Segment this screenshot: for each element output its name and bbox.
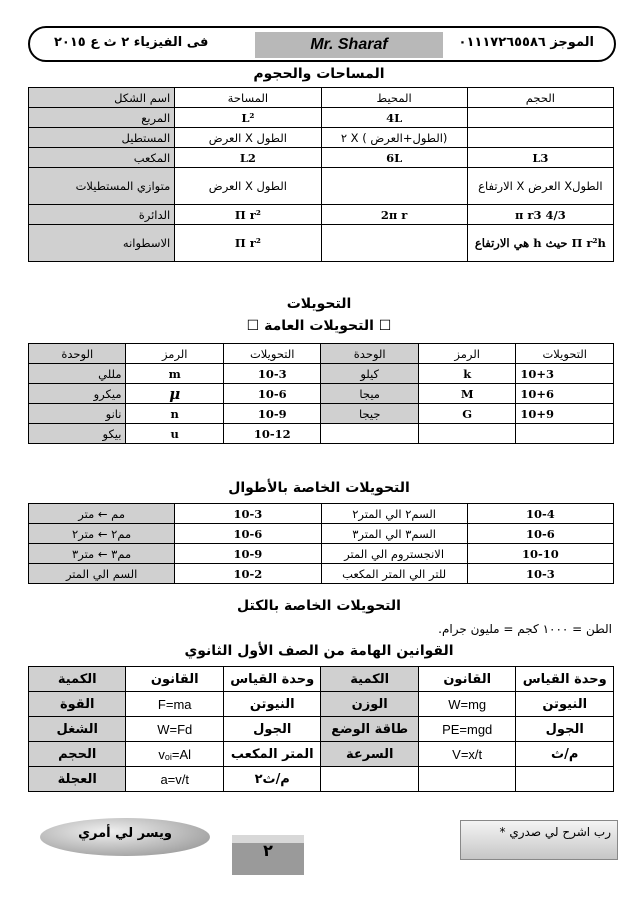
table-cell: 4L	[321, 108, 467, 128]
table-cell: السم الي المتر	[29, 564, 175, 584]
table-header: الوحدة	[321, 344, 418, 364]
table-cell	[321, 767, 418, 792]
table-cell: للتر الي المتر المكعب	[321, 564, 467, 584]
table-cell: الوزن	[321, 692, 418, 717]
table-row	[29, 205, 614, 225]
table-row	[29, 88, 614, 108]
laws-table	[28, 666, 614, 792]
table-row	[29, 524, 614, 544]
header-brand: Mr. Sharaf	[255, 32, 443, 58]
prayer-text: رب اشرح لي صدري *	[499, 825, 611, 839]
table-cell: العجلة	[29, 767, 126, 792]
table-cell: W=Fd	[126, 717, 223, 742]
table-header: المساحة	[175, 88, 321, 108]
page-header	[28, 26, 616, 62]
table-header: التحويلات	[223, 344, 320, 364]
table-header: الرمز	[418, 344, 515, 364]
table-cell: السم٢ الي المتر٢	[321, 504, 467, 524]
table-header: وحدة القياس	[516, 667, 614, 692]
table-row	[29, 148, 614, 168]
table-header: الرمز	[126, 344, 223, 364]
table-cell: المتر المكعب	[223, 742, 320, 767]
table-cell: نانو	[29, 404, 126, 424]
table-cell: 2π r	[321, 205, 467, 225]
table-cell: ميجا	[321, 384, 418, 404]
table-cell: Π r²	[175, 225, 321, 262]
table-row	[29, 384, 614, 404]
table-row	[29, 404, 614, 424]
areas-table	[28, 87, 614, 262]
table-cell	[418, 424, 515, 444]
table-cell: 10-6	[467, 524, 613, 544]
table-cell: W=mg	[418, 692, 515, 717]
table-cell: الجول	[516, 717, 614, 742]
table-row	[29, 168, 614, 205]
table-cell: 10+6	[516, 384, 614, 404]
table-cell: 10-3	[467, 564, 613, 584]
table-row	[29, 364, 614, 384]
table-cell: مم٢ ← متر٢	[29, 524, 175, 544]
table-cell: مم ← متر	[29, 504, 175, 524]
table-cell: المستطيل	[29, 128, 175, 148]
table-cell: السرعة	[321, 742, 418, 767]
checkbox-icon: ☐	[373, 318, 392, 334]
table-cell: ميكرو	[29, 384, 126, 404]
table-cell: 10-9	[223, 404, 320, 424]
table-cell: PE=mgd	[418, 717, 515, 742]
table-cell	[516, 424, 614, 444]
table-cell: مم٣ ← متر٣	[29, 544, 175, 564]
length-table	[28, 503, 614, 584]
table-cell: u	[126, 424, 223, 444]
table-row	[29, 344, 614, 364]
table-cell: الدائرة	[29, 205, 175, 225]
table-cell: 10-3	[223, 364, 320, 384]
table-cell: M	[418, 384, 515, 404]
table-header: الكمية	[29, 667, 126, 692]
table-cell: الانجستروم الي المتر	[321, 544, 467, 564]
table-header: الوحدة	[29, 344, 126, 364]
table-cell: 10-2	[175, 564, 321, 584]
table-cell: كيلو	[321, 364, 418, 384]
table-row	[29, 544, 614, 564]
table-cell: μ	[126, 384, 223, 404]
table-cell: (الطول+العرض ) X ٢	[321, 128, 467, 148]
table-header: التحويلات	[516, 344, 614, 364]
table-cell: 10+9	[516, 404, 614, 424]
table-cell	[467, 108, 613, 128]
table-cell: n	[126, 404, 223, 424]
table-row	[29, 225, 614, 262]
page-number-box	[232, 835, 304, 875]
table-row	[29, 692, 614, 717]
units-table	[28, 343, 614, 444]
table-cell: متوازي المستطيلات	[29, 168, 175, 205]
table-cell: a=v/t	[126, 767, 223, 792]
table-cell: 10-12	[223, 424, 320, 444]
table-cell: م/ث٢	[223, 767, 320, 792]
table-cell: الحجم	[29, 742, 126, 767]
table-cell: 4/3 π r3	[467, 205, 613, 225]
general-conversions-title: ☐ التحويلات العامة ☐	[246, 318, 392, 334]
mass-note: الطن = ١٠٠٠ كجم = مليون جرام.	[438, 622, 612, 636]
table-cell: V=x/t	[418, 742, 515, 767]
table-cell: الطول X العرض	[175, 128, 321, 148]
table-cell: k	[418, 364, 515, 384]
table-cell: F=ma	[126, 692, 223, 717]
areas-title: المساحات والحجوم	[253, 66, 385, 82]
header-subject: فى الفيزياء ٢ ث ع ٢٠١٥	[54, 35, 209, 50]
table-row	[29, 767, 614, 792]
table-cell: vₒᵢ=Al	[126, 742, 223, 767]
table-cell: الطول X العرض	[175, 168, 321, 205]
table-header: المحيط	[321, 88, 467, 108]
table-cell: المكعب	[29, 148, 175, 168]
table-cell: 10-10	[467, 544, 613, 564]
table-cell: الشغل	[29, 717, 126, 742]
table-cell: G	[418, 404, 515, 424]
table-cell	[321, 225, 467, 262]
table-cell: الطولX العرض X الارتفاع	[467, 168, 613, 205]
table-row	[29, 108, 614, 128]
table-cell: مللي	[29, 364, 126, 384]
table-cell: 6L	[321, 148, 467, 168]
prayer-oval	[40, 818, 210, 856]
prayer-box	[460, 820, 618, 860]
table-header: القانون	[126, 667, 223, 692]
table-cell: النيوتن	[223, 692, 320, 717]
table-cell: 10-6	[223, 384, 320, 404]
table-cell	[467, 128, 613, 148]
table-cell: السم٣ الي المتر٣	[321, 524, 467, 544]
table-header: القانون	[418, 667, 515, 692]
oval-text: ويسر لي أمري	[78, 826, 172, 841]
table-cell: L2	[175, 148, 321, 168]
table-cell: m	[126, 364, 223, 384]
table-cell: 10-9	[175, 544, 321, 564]
table-cell	[321, 424, 418, 444]
table-cell: القوة	[29, 692, 126, 717]
table-cell: 10+3	[516, 364, 614, 384]
table-header: الكمية	[321, 667, 418, 692]
table-header: الحجم	[467, 88, 613, 108]
table-cell: المربع	[29, 108, 175, 128]
laws-title: القوانين الهامة من الصف الأول الثانوي	[184, 643, 454, 659]
table-cell: 10-6	[175, 524, 321, 544]
table-header: وحدة القياس	[223, 667, 320, 692]
table-cell: Π r²	[175, 205, 321, 225]
header-phone: الموجز ٠١١١٧٢٦٥٥٨٦	[458, 35, 594, 50]
table-cell: الجول	[223, 717, 320, 742]
table-row	[29, 128, 614, 148]
table-cell: L3	[467, 148, 613, 168]
page-number: ٢	[263, 841, 273, 860]
table-row	[29, 424, 614, 444]
table-cell: م/ث	[516, 742, 614, 767]
length-conversions-title: التحويلات الخاصة بالأطوال	[228, 480, 410, 496]
table-row	[29, 717, 614, 742]
table-cell	[321, 168, 467, 205]
table-cell	[418, 767, 515, 792]
table-cell: جيجا	[321, 404, 418, 424]
table-cell: L²	[175, 108, 321, 128]
checkbox-icon: ☐	[246, 318, 265, 334]
table-cell: 10-3	[175, 504, 321, 524]
table-row	[29, 742, 614, 767]
table-cell: النيوتن	[516, 692, 614, 717]
table-cell: Π r²h حيث h هي الارتفاع	[467, 225, 613, 262]
table-row	[29, 564, 614, 584]
table-header: اسم الشكل	[29, 88, 175, 108]
table-cell: الاسطوانه	[29, 225, 175, 262]
table-cell	[516, 767, 614, 792]
table-cell: طاقة الوضع	[321, 717, 418, 742]
table-cell: بيكو	[29, 424, 126, 444]
table-cell: 10-4	[467, 504, 613, 524]
table-row	[29, 667, 614, 692]
mass-conversions-title: التحويلات الخاصة بالكتل	[237, 598, 401, 614]
table-row	[29, 504, 614, 524]
conversions-title: التحويلات	[286, 296, 352, 312]
